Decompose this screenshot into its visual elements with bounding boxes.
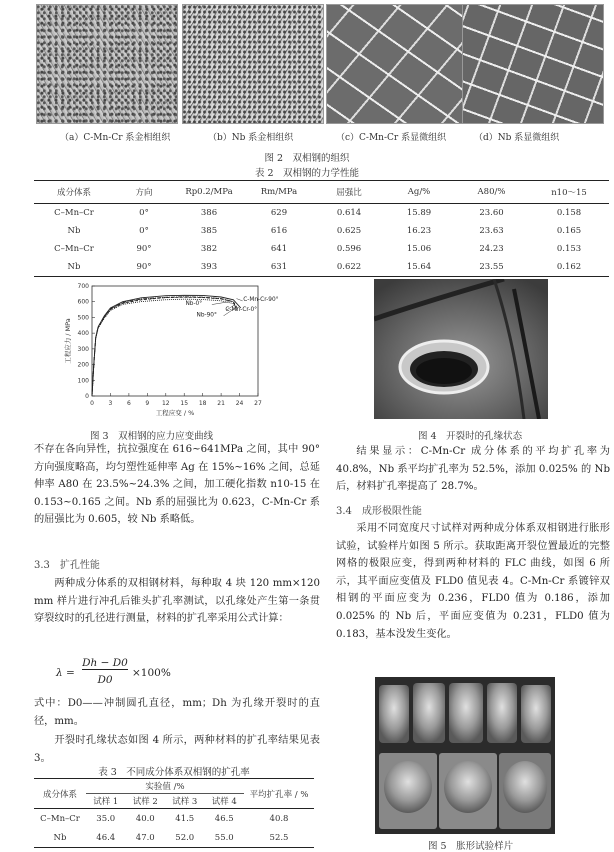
table-cell: 0.625 xyxy=(336,226,362,236)
table-row xyxy=(34,829,314,848)
bulge-specimens-photo xyxy=(375,677,555,834)
table-cell: 15.64 xyxy=(406,262,432,272)
table-cell: C–Mn–Cr xyxy=(40,813,80,824)
table-cell: 35.0 xyxy=(96,813,116,824)
table-cell: C–Mn–Cr xyxy=(54,244,94,254)
table-row xyxy=(34,809,314,829)
table-cell: 382 xyxy=(200,244,218,254)
table-cell: 631 xyxy=(270,262,288,272)
table-cell: 0.153 xyxy=(556,244,582,254)
table-cell: Nb xyxy=(67,226,81,236)
table3-subheader: 试样 2 xyxy=(132,797,158,807)
table-row xyxy=(34,222,609,240)
x-tick-label: 0 xyxy=(90,400,94,407)
table-cell: 0.165 xyxy=(556,226,582,236)
table2-header: Rp0.2/MPa xyxy=(185,187,233,197)
table3-header-average: 平均扩孔率 / % xyxy=(244,779,314,809)
table3-subheader: 试样 3 xyxy=(172,797,198,807)
formula-denominator: D0 xyxy=(97,674,113,686)
table2-header: Ag/% xyxy=(407,187,431,197)
table-row xyxy=(34,258,609,277)
micrograph-nb-metallographic xyxy=(182,4,324,124)
y-tick-label: 700 xyxy=(77,283,89,290)
fig5-caption: 图 5 胀形试验样片 xyxy=(428,841,514,852)
table-cell: 23.55 xyxy=(479,262,504,272)
fig2-caption: 图 2 双相钢的组织 xyxy=(264,153,350,164)
table-cell: 55.0 xyxy=(214,832,234,843)
table-cell: Nb xyxy=(67,262,81,272)
x-tick-label: 27 xyxy=(254,400,262,407)
table-cell: 52.0 xyxy=(175,832,195,843)
table-cell: 0.622 xyxy=(336,262,362,272)
fig4-caption: 图 4 开裂时的孔缘状态 xyxy=(418,431,523,442)
paragraph: 采用不同宽度尺寸试样对两种成分体系双相钢进行胀形试验，试验样片如图 5 所示。获取距离开裂位置最近的完整网格的极限应变，得到两种材料的 FLC 曲线，如图 6 所示，其平面应变值及 FLD0 值见表 4。C-Mn-Cr 系镀锌双相钢的平面应变为 0.236，FLD0 值为 0.186，添加 0.025% 的 Nb 后，平面应变值为 0.231，FLD0 值为 0.183，基本没发生变化。 xyxy=(336,523,610,640)
table-cell: 629 xyxy=(270,208,288,218)
table-cell: 0° xyxy=(139,226,149,236)
table-cell: 52.5 xyxy=(269,832,289,843)
fig2-subcaption-d: （d）Nb 系显微组织 xyxy=(474,133,560,143)
fig2-subcaption-b: （b）Nb 系金相组织 xyxy=(208,133,294,143)
x-tick-label: 12 xyxy=(161,400,170,407)
table2-header: 方向 xyxy=(135,188,153,198)
table-cell: 47.0 xyxy=(135,832,155,843)
x-tick-label: 15 xyxy=(180,400,189,407)
table2-header: Rm/MPa xyxy=(260,187,298,197)
leader-line xyxy=(212,302,229,305)
table3-caption: 表 3 不同成分体系双相钢的扩孔率 xyxy=(98,767,250,778)
table-cell: Nb xyxy=(53,832,67,843)
stress-strain-chart xyxy=(40,280,280,422)
section-heading-3-4: 3.4 成形极限性能 xyxy=(336,506,422,517)
paragraph: 两种成分体系的双相钢材料，每种取 4 块 120 mm×120 mm 样片进行冲孔后锥头扩孔率测试，以孔缘处产生第一条贯穿裂纹时的孔径进行测量，材料的扩孔率采用公式计算： xyxy=(34,578,320,625)
fig2-subcaption-a: （a）C-Mn-Cr 系金相组织 xyxy=(60,133,171,143)
fig3-caption: 图 3 双相钢的应力应变曲线 xyxy=(90,431,214,442)
table-cell: 0.158 xyxy=(556,208,582,218)
table2-header: n10～15 xyxy=(551,188,587,198)
table-cell: 15.89 xyxy=(406,208,432,218)
series-label: C-Mn-Cr-90° xyxy=(243,297,279,304)
x-axis-label: 工程应变 / % xyxy=(155,409,195,417)
x-tick-label: 3 xyxy=(108,400,113,407)
table2-header: 屈强比 xyxy=(336,188,362,198)
table-row xyxy=(34,240,609,258)
paragraph: 开裂时孔缘状态如图 4 所示，两种材料的扩孔率结果见表 3。 xyxy=(34,735,320,764)
x-tick-label: 21 xyxy=(217,400,225,407)
table-cell: 41.5 xyxy=(175,813,195,824)
table-cell: 616 xyxy=(270,226,288,236)
micrograph-cmncr-microstructure xyxy=(326,4,468,124)
table-cell: 0.596 xyxy=(336,244,362,254)
formula-lambda: λ = xyxy=(56,667,75,679)
paragraph: 结果显示：C-Mn-Cr 成分体系的平均扩孔率为 40.8%，Nb 系平均扩孔率为 52.5%，添加 0.025% 的 Nb 后，材料扩孔率提高了 28.7%。 xyxy=(336,446,610,493)
plot-frame xyxy=(92,286,258,396)
table-cell: 23.60 xyxy=(479,208,504,218)
table2-header: A80/% xyxy=(477,187,506,197)
fig2-subcaption-c: （c）C-Mn-Cr 系显微组织 xyxy=(336,133,447,143)
table-cell: 641 xyxy=(270,244,288,254)
table-cell: 40.0 xyxy=(135,813,155,824)
table2-header: 成分体系 xyxy=(56,188,91,198)
table-cell: 46.5 xyxy=(214,813,234,824)
table3-subheader: 试样 4 xyxy=(211,797,237,807)
series-label: C-Mn-Cr-0° xyxy=(225,307,258,314)
y-tick-label: 0 xyxy=(85,393,89,400)
table-cell: C–Mn–Cr xyxy=(54,208,94,218)
x-tick-label: 6 xyxy=(126,400,131,407)
table-cell: 15.06 xyxy=(406,244,432,254)
series-label: Nb-0° xyxy=(185,301,203,308)
table-cell: 0.614 xyxy=(336,208,362,218)
table2-caption: 表 2 双相钢的力学性能 xyxy=(254,168,360,179)
table-cell: 90° xyxy=(136,262,152,272)
formula-multiplier: ×100% xyxy=(132,667,171,679)
x-tick-label: 9 xyxy=(145,400,150,407)
leader-line xyxy=(236,299,242,301)
y-tick-label: 400 xyxy=(77,330,89,338)
section-heading-3-3: 3.3 扩孔性能 xyxy=(34,560,100,571)
table-cell: 393 xyxy=(200,262,218,272)
hole-expansion-photo xyxy=(374,279,548,419)
x-tick-label: 18 xyxy=(198,400,207,407)
y-tick-label: 100 xyxy=(77,377,89,385)
series-label: Nb-90° xyxy=(196,312,217,319)
table-cell: 0° xyxy=(139,208,149,218)
series-line xyxy=(92,295,241,396)
micrograph-nb-microstructure xyxy=(462,4,604,124)
y-tick-label: 500 xyxy=(77,314,89,322)
table2 xyxy=(34,180,609,277)
table-cell: 0.162 xyxy=(556,262,582,272)
y-tick-label: 600 xyxy=(77,298,89,306)
table-cell: 40.8 xyxy=(269,813,289,824)
table-cell: 24.23 xyxy=(479,244,504,254)
x-tick-label: 24 xyxy=(235,400,244,407)
table-row xyxy=(34,204,609,223)
table3-subheader: 试样 1 xyxy=(93,797,119,807)
hole-expansion-formula xyxy=(56,657,196,691)
table-cell: 23.63 xyxy=(479,226,504,236)
formula-numerator: Dh − D0 xyxy=(82,657,128,669)
table-cell: 16.23 xyxy=(406,226,432,236)
y-tick-label: 300 xyxy=(77,345,89,353)
table-cell: 386 xyxy=(200,208,218,218)
paragraph: 式中：D0——冲制圆孔直径，mm；Dh 为孔缘开裂时的直径，mm。 xyxy=(34,698,320,727)
paragraph: 不存在各向异性，抗拉强度在 616~641MPa 之间，其中 90° 方向强度略高，均匀塑性延伸率 Ag 在 15%~16% 之间，总延伸率 A80 在 23.5%~24.3% 之间，加工硬化指数 n10-15 在 0.153~0.165 之间。Nb 系的屈强比为 0.623，C-Mn-Cr 系的屈强比为 0.605，较 Nb 系略低。 xyxy=(34,444,320,526)
table3-header-test: 实验值 /% xyxy=(86,779,244,794)
table3-header-system: 成分体系 xyxy=(34,779,86,809)
table-cell: 385 xyxy=(200,226,218,236)
y-tick-label: 200 xyxy=(77,361,89,369)
micrograph-cmncr-metallographic xyxy=(36,4,178,124)
table3 xyxy=(34,778,314,848)
table-cell: 90° xyxy=(136,244,152,254)
table-cell: 46.4 xyxy=(96,832,116,843)
y-axis-label: 工程应力 / MPa xyxy=(64,318,72,364)
